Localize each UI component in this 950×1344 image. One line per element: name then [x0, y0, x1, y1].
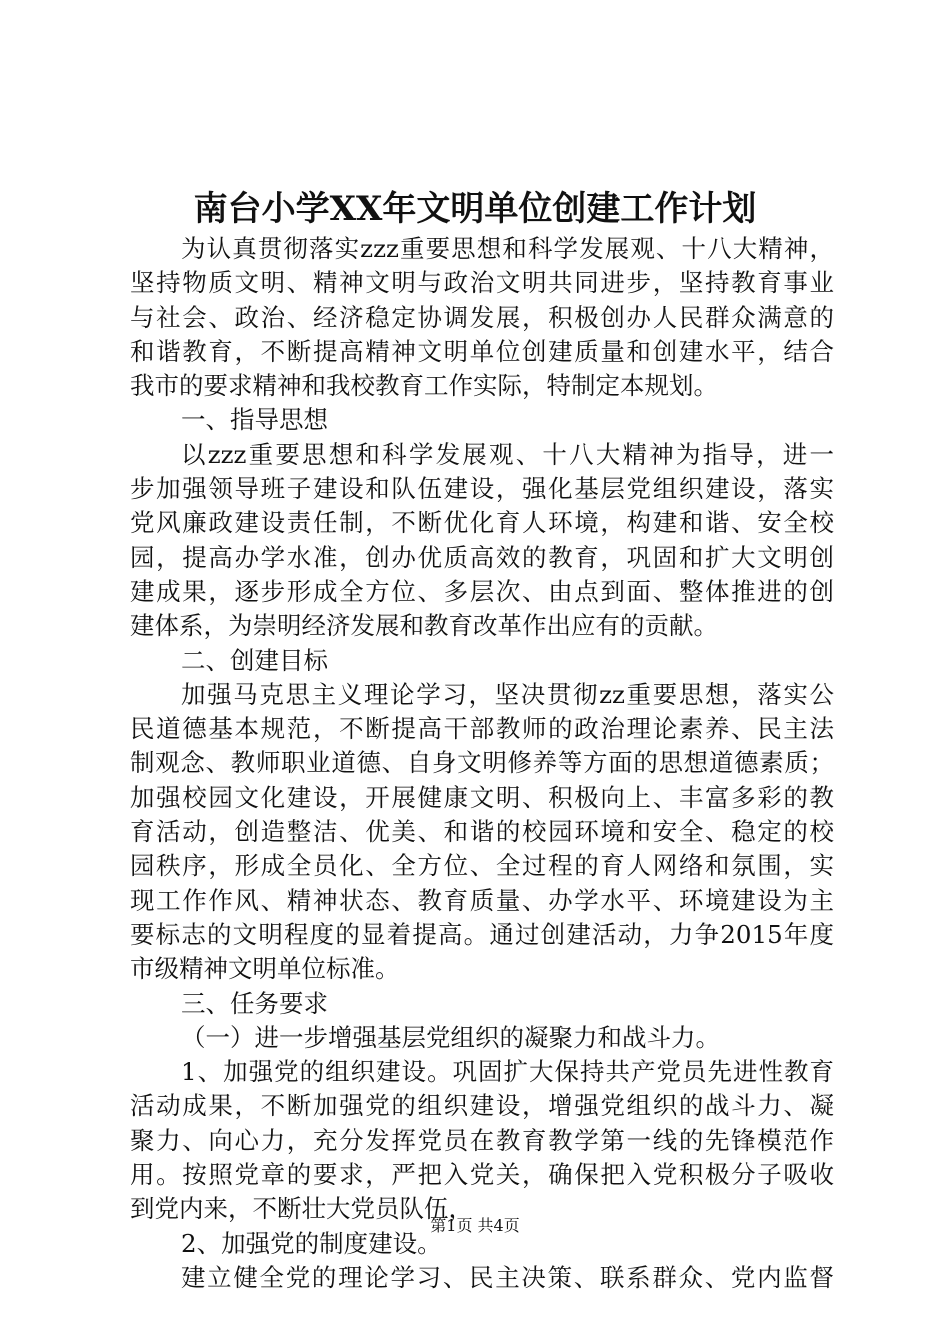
text-line: 加强校园文化建设，开展健康文明、积极向上、丰富多彩的教: [130, 782, 834, 812]
section-heading-task-requirements: 三、任务要求: [181, 988, 328, 1018]
page-footer: 第1页 共4页: [430, 1216, 520, 1235]
text-line: 用。按照党章的要求，严把入党关，确保把入党积极分子吸收: [130, 1160, 834, 1190]
text-line: 现工作作风、精神状态、教育质量、办学水平、环境建设为主: [130, 885, 834, 915]
text-line: 我市的要求精神和我校教育工作实际，特制定本规划。: [130, 371, 718, 401]
text-line: 要标志的文明程度的显着提高。通过创建活动，力争2015年度: [130, 919, 834, 949]
text-line: 园秩序，形成全员化、全方位、全过程的育人网络和氛围，实: [130, 851, 834, 881]
text-line: 加强马克思主义理论学习，坚决贯彻zz重要思想，落实公: [181, 679, 834, 709]
subsection-heading: 2、加强党的制度建设。: [181, 1228, 442, 1258]
text-line: 建成果，逐步形成全方位、多层次、由点到面、整体推进的创: [130, 576, 834, 606]
section-heading-creation-goals: 二、创建目标: [181, 645, 328, 675]
subsection-heading: （一）进一步增强基层党组织的凝聚力和战斗力。: [181, 1022, 720, 1052]
text-line: 活动成果，不断加强党的组织建设，增强党组织的战斗力、凝: [130, 1091, 834, 1121]
text-line: 园，提高办学水准，创办优质高效的教育，巩固和扩大文明创: [130, 542, 834, 572]
text-line: 育活动，创造整洁、优美、和谐的校园环境和安全、稳定的校: [130, 817, 834, 847]
text-line: 1、加强党的组织建设。巩固扩大保持共产党员先进性教育: [181, 1057, 834, 1087]
text-line: 和谐教育，不断提高精神文明单位创建质量和创建水平，结合: [130, 336, 834, 366]
text-line: 坚持物质文明、精神文明与政治文明共同进步，坚持教育事业: [130, 268, 834, 298]
text-line: 为认真贯彻落实zzz重要思想和科学发展观、十八大精神，: [181, 234, 834, 263]
document-body: [130, 232, 834, 1295]
text-line: 以zzz重要思想和科学发展观、十八大精神为指导，进一: [181, 439, 834, 469]
text-line: 市级精神文明单位标准。: [130, 954, 400, 984]
text-line: 与社会、政治、经济稳定协调发展，积极创办人民群众满意的: [130, 302, 834, 332]
section-heading-guiding-thought: 一、指导思想: [181, 405, 328, 435]
text-line: 步加强领导班子建设和队伍建设，强化基层党组织建设，落实: [130, 474, 834, 504]
text-line: 民道德基本规范，不断提高干部教师的政治理论素养、民主法: [130, 714, 834, 744]
text-line: 建体系，为崇明经济发展和教育改革作出应有的贡献。: [130, 611, 718, 641]
text-line: 到党内来，不断壮大党员队伍，: [130, 1194, 473, 1224]
text-line: 制观念、教师职业道德、自身文明修养等方面的思想道德素质；: [130, 748, 834, 778]
document-title: 南台小学XX年文明单位创建工作计划: [193, 189, 757, 229]
text-line: 聚力、向心力，充分发挥党员在教育教学第一线的先锋模范作: [130, 1125, 834, 1155]
text-line: 建立健全党的理论学习、民主决策、联系群众、党内监督: [181, 1262, 834, 1292]
text-line: 党风廉政建设责任制，不断优化育人环境，构建和谐、安全校: [130, 508, 834, 538]
